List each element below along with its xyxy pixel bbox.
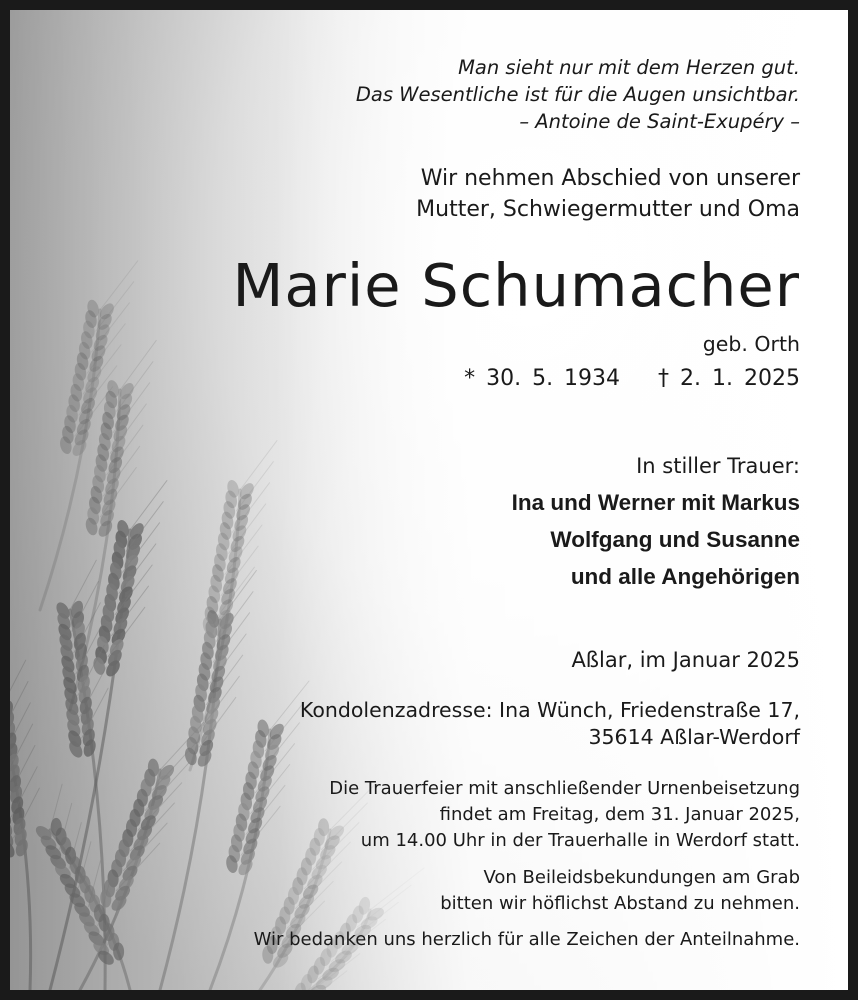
birth-name: geb. Orth <box>702 332 800 356</box>
ceremony-line: Die Trauerfeier mit anschließender Urnenbeisetzung <box>329 778 800 799</box>
mourner-line: und alle Angehörigen <box>570 564 800 589</box>
deceased-name: Marie Schumacher <box>232 251 800 320</box>
life-dates <box>464 366 800 391</box>
mourners-label: In stiller Trauer: <box>636 454 800 478</box>
farewell-line-1: Wir nehmen Abschied von unserer <box>420 166 800 191</box>
place-and-date: Aßlar, im Januar 2025 <box>571 648 800 672</box>
quote-line-1: Man sieht nur mit dem Herzen gut. <box>458 56 800 79</box>
mourner-line: Wolfgang und Susanne <box>550 527 800 552</box>
ceremony-line: um 14.00 Uhr in der Trauerhalle in Werdorf statt. <box>360 830 800 851</box>
condolence-request-line: bitten wir höflichst Abstand zu nehmen. <box>440 893 800 914</box>
mourner-line: Ina und Werner mit Markus <box>511 490 800 515</box>
condolence-address-line-1: Kondolenzadresse: Ina Wünch, Friedenstraße 17, <box>299 698 800 722</box>
condolence-address-line-2: 35614 Aßlar-Werdorf <box>588 725 800 749</box>
quote-line-2: Das Wesentliche ist für die Augen unsichtbar. <box>355 83 800 106</box>
birth-date: * 30. 5. 1934 <box>464 366 621 391</box>
quote-author: – Antoine de Saint-Exupéry – <box>519 110 800 133</box>
farewell-line-2: Mutter, Schwiegermutter und Oma <box>416 197 800 222</box>
condolence-request-line: Von Beileidsbekundungen am Grab <box>483 867 800 888</box>
death-date: † 2. 1. 2025 <box>658 366 800 391</box>
ceremony-line: findet am Freitag, dem 31. Januar 2025, <box>439 804 800 825</box>
thanks-line: Wir bedanken uns herzlich für alle Zeichen der Anteilnahme. <box>253 929 800 950</box>
